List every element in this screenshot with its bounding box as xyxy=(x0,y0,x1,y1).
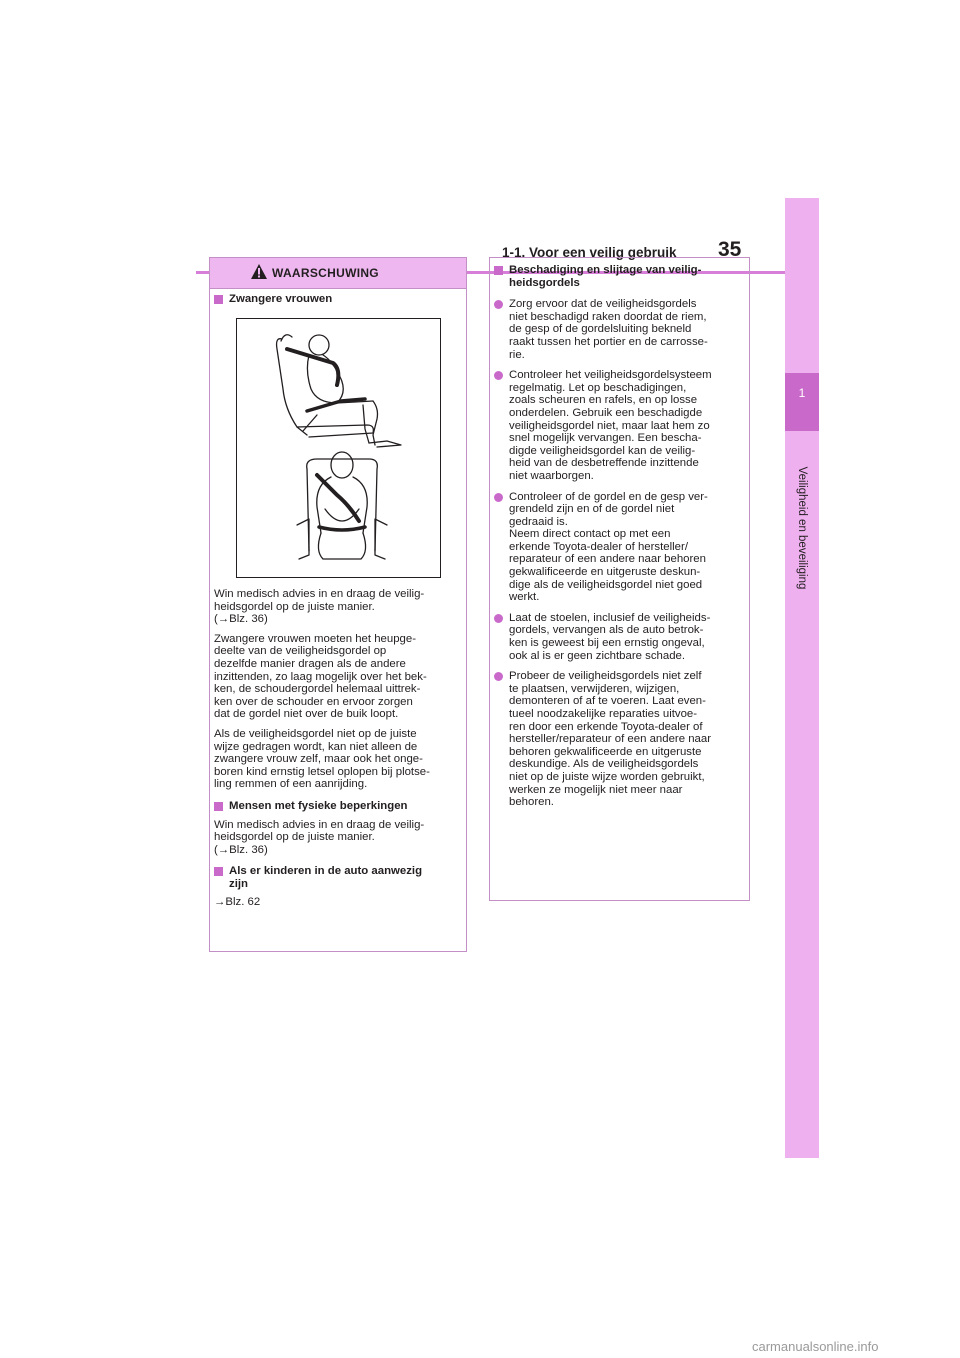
list-item: Controleer of de gordel en de gesp ver- grendeld zijn en of de gordel niet gedraaid is. Neem direct contact op met een erkende Toyota-dealer of hersteller/ reparateur of een andere naar behoren gekwalificeerde en uitgeruste deskun- dige als de veiligheidsgordel niet goed werkt. xyxy=(494,491,748,604)
round-bullet-icon xyxy=(494,614,503,623)
list-item: Zorg ervoor dat de veiligheidsgordels niet beschadigd raken doordat de riem, de gesp of de gordelsluiting bekneld raakt tussen het portier en de carrosse- rie. xyxy=(494,298,748,361)
warning-heading-pregnant: Zwangere vrouwen xyxy=(214,293,464,312)
warning-paragraph: Win medisch advies in en draag de veilig- heidsgordel op de juiste manier. (→Blz. 36) xyxy=(214,818,425,856)
square-bullet-icon xyxy=(214,295,223,304)
section-title: 1-1. Voor een veilig gebruik xyxy=(502,245,677,260)
round-bullet-icon xyxy=(494,672,503,681)
warning-paragraph: →Blz. 62 xyxy=(214,896,261,909)
square-bullet-icon xyxy=(214,802,223,811)
seatbelt-figure-icon xyxy=(237,319,440,577)
round-bullet-icon xyxy=(494,371,503,380)
list-item: Probeer de veiligheidsgordels niet zelf te plaatsen, verwijderen, wijzigen, demonteren of af te voeren. Laat even- tueel noodzakelijke reparaties uitvoe- ren door een erkende Toyota-dealer of hersteller/reparateur of een andere naar behoren gekwalificeerde en uitgeruste deskundige. Als de veiligheidsgordels niet op de juiste wijze worden gebruikt, werken ze mogelijk niet meer naar behoren. xyxy=(494,670,748,809)
warning-header xyxy=(210,258,466,289)
page-number: 35 xyxy=(718,238,742,261)
right-heading: Beschadiging en slijtage van veilig- heidsgordels xyxy=(509,264,702,289)
warning-title: WAARSCHUWING xyxy=(272,266,379,280)
pregnant-seatbelt-illustration xyxy=(236,318,441,578)
warning-paragraph: Als de veiligheidsgordel niet op de juiste wijze gedragen wordt, kan niet alleen de zwangere vrouw zelf, maar ook het onge- boren kind ernstig letsel oplopen bij plotse- ling remmen of een aanrijding. xyxy=(214,727,430,791)
warning-triangle-icon xyxy=(250,263,268,280)
list-item: Laat de stoelen, inclusief de veiligheids- gordels, vervangen als de auto betrok- ken is geweest bij een ernstig ongeval, ook al is er geen zichtbare schade. xyxy=(494,612,748,662)
chapter-number-box xyxy=(785,373,819,431)
warning-paragraph: Zwangere vrouwen moeten het heupge- deelte van de veiligheidsgordel op dezelfde manier dragen als de andere inzittenden, zo laag mogelijk over het bek- ken, de schoudergordel helemaal uittrek- ken over de schouder en ervoor zorgen dat de gordel niet over de buik loopt. xyxy=(214,632,427,721)
warning-heading-disabilities: Mensen met fysieke beperkingen xyxy=(229,799,408,812)
warning-paragraph: Win medisch advies in en draag de veilig- heidsgordel op de juiste manier. (→Blz. 36) xyxy=(214,588,425,626)
chapter-number: 1 xyxy=(798,386,806,400)
round-bullet-icon xyxy=(494,300,503,309)
warning-heading-children: Als er kinderen in de auto aanwezig zijn xyxy=(229,865,423,890)
list-item: Controleer het veiligheidsgordelsysteem regelmatig. Let op beschadigingen, zoals scheuren en rafels, en op losse onderdelen. Gebruik een beschadigde veiligheidsgordel niet, maar laat hem zo snel mogelijk vervangen. Een bescha- digde veiligheidsgordel kan de veilig- heid van de desbetreffende inzittende niet waarborgen. xyxy=(494,369,748,482)
right-body xyxy=(494,264,748,817)
watermark-text: carmanualsonline.info xyxy=(752,1339,879,1354)
round-bullet-icon xyxy=(494,493,503,502)
square-bullet-icon xyxy=(214,867,223,876)
square-bullet-icon xyxy=(494,266,503,275)
chapter-side-tab xyxy=(785,198,819,1158)
chapter-title: Veiligheid en beveiliging xyxy=(796,466,808,590)
warning-body xyxy=(214,588,466,916)
